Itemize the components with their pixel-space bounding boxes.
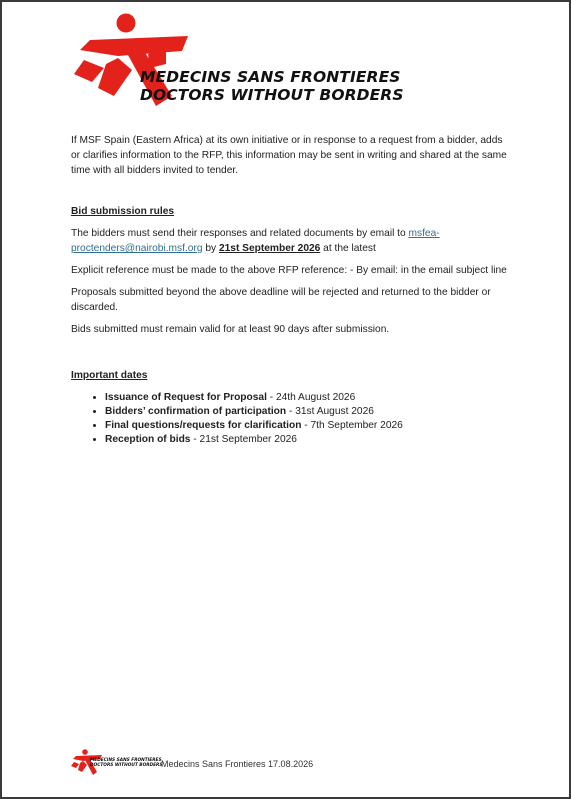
list-item: [105, 419, 511, 433]
date-value: - 7th September 2026: [301, 420, 403, 431]
brand-line-1: MEDECINS SANS FRONTIERES: [140, 68, 401, 86]
list-item: [105, 433, 511, 447]
reference-paragraph: Explicit reference must be made to the above RFP reference: - By email: in the email subject line: [71, 265, 507, 276]
footer-brand-text: [90, 758, 162, 768]
date-label: Issuance of Request for Proposal: [105, 392, 267, 403]
date-label: Reception of bids: [105, 434, 191, 445]
list-item: [105, 391, 511, 405]
brand-line-2: DOCTORS WITHOUT BORDERS: [140, 86, 404, 104]
list-item: [105, 405, 511, 419]
footer-brand-line-2: DOCTORS WITHOUT BORDERS: [90, 763, 163, 768]
date-label: Bidders’ confirmation of participation: [105, 406, 287, 417]
important-dates-heading: Important dates: [71, 370, 148, 381]
date-label: Final questions/requests for clarification: [105, 420, 302, 431]
tender-email-link[interactable]: msfea-proctenders@nairobi.msf.org: [71, 228, 440, 254]
document-body: [71, 133, 511, 447]
footer-brand-line-1: MEDECINS SANS FRONTIERES: [90, 758, 162, 763]
footer-text: Medecins Sans Frontieres 17.08.2026: [161, 759, 314, 769]
important-dates-list: [71, 391, 511, 447]
page-footer: [70, 748, 370, 778]
bid-rules-heading: Bid submission rules: [71, 206, 175, 217]
deadline-date: 21st September 2026: [218, 243, 321, 254]
date-value: - 21st September 2026: [190, 434, 297, 445]
submission-text: The bidders must send their responses and related documents by email to: [71, 228, 409, 239]
late-proposals-paragraph: Proposals submitted beyond the above deadline will be rejected and returned to the bidder or discarded.: [71, 287, 491, 313]
submission-paragraph: [71, 226, 511, 256]
validity-paragraph: Bids submitted must remain valid for at least 90 days after submission.: [71, 324, 390, 335]
date-value: - 31st August 2026: [286, 406, 374, 417]
date-value: - 24th August 2026: [266, 392, 356, 403]
latest-text: at the latest: [320, 243, 376, 254]
by-text: by: [202, 243, 219, 254]
msf-logo-text: [140, 68, 404, 104]
intro-paragraph: If MSF Spain (Eastern Africa) at its own initiative or in response to a request from a bidder, adds or clarifies information to the RFP, this information may be sent in writing and shared at the same time with all bidders invited to tender.: [71, 135, 507, 176]
